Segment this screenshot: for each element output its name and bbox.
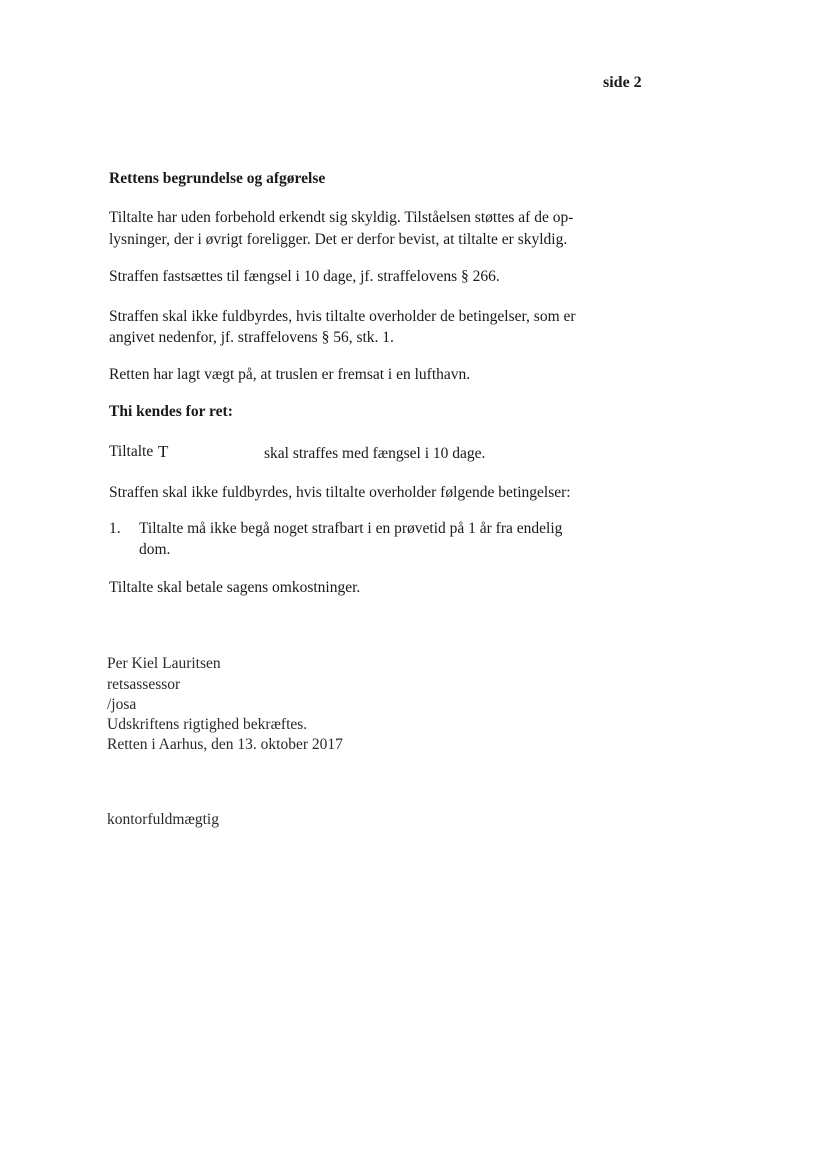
section-heading: Rettens begrundelse og afgørelse (109, 170, 326, 187)
certification-text: Udskriftens rigtighed bekræftes. (107, 716, 308, 733)
signatory-initials: /josa (107, 696, 137, 713)
signatory-title: retsassessor (107, 676, 181, 693)
signatory-name: Per Kiel Lauritsen (107, 655, 221, 672)
defendant-initial: T (158, 442, 169, 461)
paragraph-2: Straffen fastsættes til fængsel i 10 dage, jf. straffelovens § 266. (109, 268, 500, 285)
verdict-heading: Thi kendes for ret: (109, 403, 233, 420)
verdict-label: Tiltalte (109, 443, 154, 460)
paragraph-3-line-1: Straffen skal ikke fuldbyrdes, hvis tiltalte overholder de betingelser, som er (109, 308, 576, 325)
condition-number: 1. (109, 520, 121, 537)
page-number: side 2 (603, 74, 642, 91)
condition-line-2: dom. (139, 541, 171, 558)
condition-line-1: Tiltalte må ikke begå noget strafbart i en prøvetid på 1 år fra endelig (139, 520, 563, 537)
paragraph-1-line-2: lysninger, der i øvrigt foreligger. Det er derfor bevist, at tiltalte er skyldig. (109, 231, 568, 248)
conditions-intro: Straffen skal ikke fuldbyrdes, hvis tiltalte overholder følgende betingelser: (109, 484, 571, 501)
clerk-title: kontorfuldmægtig (107, 811, 219, 828)
verdict-text: skal straffes med fængsel i 10 dage. (264, 445, 486, 462)
paragraph-1-line-1: Tiltalte har uden forbehold erkendt sig skyldig. Tilståelsen støttes af de op- (109, 209, 574, 226)
paragraph-4: Retten har lagt vægt på, at truslen er fremsat i en lufthavn. (109, 366, 471, 383)
costs-paragraph: Tiltalte skal betale sagens omkostninger. (109, 579, 361, 596)
paragraph-3-line-2: angivet nedenfor, jf. straffelovens § 56, stk. 1. (109, 329, 394, 346)
place-date: Retten i Aarhus, den 13. oktober 2017 (107, 736, 343, 753)
